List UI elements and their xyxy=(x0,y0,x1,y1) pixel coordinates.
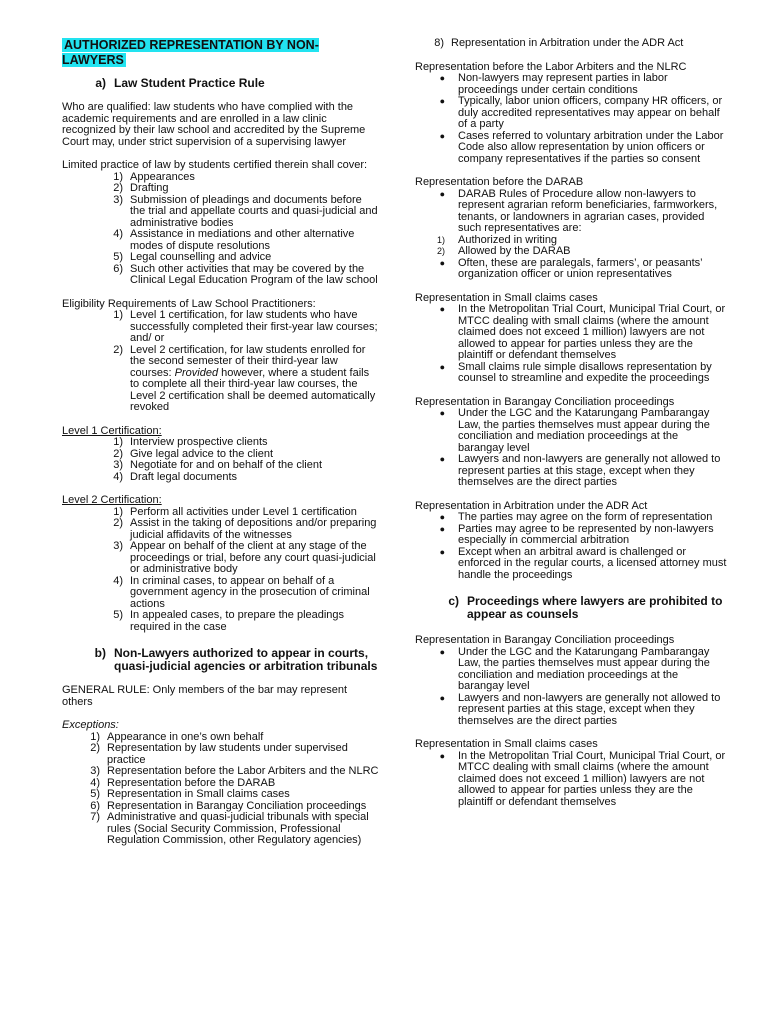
limited-practice-section xyxy=(62,160,380,287)
bullet-item xyxy=(415,189,727,235)
list-item xyxy=(62,541,380,576)
bullet-text: The parties may agree on the form of representation xyxy=(458,511,713,523)
darab-section xyxy=(415,177,727,281)
item-text-post: however, where a student fails to complete all their third-year law courses, the Level 2 certification shall be deemed automatically revoked xyxy=(130,366,376,413)
bullet-icon: ● xyxy=(439,512,445,522)
limited-practice-intro: Limited practice of law by students certified therein shall cover: xyxy=(62,159,368,171)
level2-heading: Level 2 Certification: xyxy=(62,494,162,506)
section-a-title: Law Student Practice Rule xyxy=(114,76,265,90)
bullet-text: In the Metropolitan Trial Court, Municipal Trial Court, or MTCC dealing with small claims (where the amount claimed does not exceed 1 million) lawyers are not allowed to appear for parties unless they are the plaintiff or defendant themselves xyxy=(458,749,726,808)
list-item xyxy=(62,252,380,264)
labor-section xyxy=(415,62,727,166)
list-item xyxy=(62,460,380,472)
who-qualified-paragraph: Who are qualified: law students who have complied with the academic requirements and are enrolled in a law clinic recognized by their law school and accredited by the Supreme Court may, under strict supervision of a supervising lawyer xyxy=(62,101,366,148)
item-text: Representation by law students under supervised practice xyxy=(107,742,348,766)
list-item xyxy=(62,812,380,847)
bullet-icon: ● xyxy=(439,408,445,418)
bullet-icon: ● xyxy=(439,188,445,199)
bullet-item xyxy=(415,524,727,547)
bullet-icon: ● xyxy=(439,546,445,557)
general-rule-paragraph: GENERAL RULE: Only members of the bar may represent others xyxy=(62,684,348,708)
bullet-item xyxy=(415,751,727,809)
bullet-text: In the Metropolitan Trial Court, Municipal Trial Court, or MTCC dealing with small claims (where the amount claimed does not exceed 1 million) lawyers are not allowed to appear for parties unless they are the plaintiff or defendant themselves xyxy=(458,303,726,361)
bullet-icon: ● xyxy=(439,750,445,761)
item-text: Administrative and quasi-judicial tribunals with special rules (Social Security Commission, Professional Regulation Commission, other Regulatory agencies) xyxy=(107,811,369,846)
item-number: 3) xyxy=(113,193,123,206)
item-text: Assistance in mediations and other alternative modes of dispute resolutions xyxy=(130,228,355,252)
eligibility-list xyxy=(62,310,380,414)
item-number: 4) xyxy=(113,574,123,587)
item-number: 3) xyxy=(90,765,100,777)
item-text: Level 1 certification, for law students who have successfully completed their first-year law courses; and/ or xyxy=(130,309,378,344)
bullet-item xyxy=(415,408,727,454)
bullet-text: Parties may agree to be represented by non-lawyers especially in commercial arbitration xyxy=(458,522,714,546)
item-text: Representation in Small claims cases xyxy=(107,788,290,800)
limited-practice-list xyxy=(62,172,380,287)
level1-section xyxy=(62,426,380,484)
bullet-text: Often, these are paralegals, farmers’, or peasants’ organization officer or union representatives xyxy=(458,256,703,280)
item-number: 4) xyxy=(113,470,123,483)
list-item xyxy=(62,789,380,801)
c-small-claims-heading: Representation in Small claims cases xyxy=(415,738,598,750)
item-number: 1) xyxy=(113,170,123,183)
bullet-text: Under the LGC and the Katarungang Pambarangay Law, the parties themselves must appear during the conciliation and mediation proceedings at the barangay level xyxy=(458,645,710,692)
adr-heading: Representation in Arbitration under the ADR Act xyxy=(415,499,648,512)
item-number: 1) xyxy=(113,505,123,518)
section-a-heading xyxy=(62,77,380,90)
bullet-text: Except when an arbitral award is challenged or enforced in the regular courts, a licensed attorney must handle the proceedings xyxy=(458,545,727,581)
list-item xyxy=(415,246,727,258)
item-text: Draft legal documents xyxy=(130,470,237,483)
bullet-text: Non-lawyers may represent parties in labor proceedings under certain conditions xyxy=(458,72,668,96)
darab-heading: Representation before the DARAB xyxy=(415,176,584,188)
item-number: 5) xyxy=(90,788,100,800)
bullet-text: Lawyers and non-lawyers are generally not allowed to represent parties at this stage, except when they themselves are the direct parties xyxy=(458,691,721,727)
bullet-icon: ● xyxy=(439,304,445,314)
item-text: Appearance in one’s own behalf xyxy=(107,730,264,743)
adr-bullets xyxy=(415,512,727,581)
item-text: Appear on behalf of the client at any stage of the proceedings or trial, before any court quasi-judicial or administrative body xyxy=(130,540,376,575)
item-text: In appealed cases, to prepare the pleadings required in the case xyxy=(130,609,345,633)
bullet-icon: ● xyxy=(439,96,445,106)
bullet-text: DARAB Rules of Procedure allow non-lawyers to represent agrarian reform beneficiaries, farmworkers, tenants, or landowners in agrarian cases, provided such representatives are: xyxy=(458,187,718,234)
item-text: Legal counselling and advice xyxy=(130,251,272,263)
bullet-icon: ● xyxy=(439,130,445,141)
level1-list xyxy=(62,437,380,483)
c-barangay-bullets xyxy=(415,647,727,728)
title-block xyxy=(62,38,380,67)
list-item xyxy=(62,610,380,633)
item-number: 6) xyxy=(113,262,123,275)
bullet-icon: ● xyxy=(439,692,445,703)
list-item xyxy=(62,576,380,611)
item-text: Representation before the DARAB xyxy=(107,776,276,789)
item-number: 3) xyxy=(113,459,123,471)
bullet-item xyxy=(415,647,727,693)
c-small-claims-bullets xyxy=(415,751,727,809)
list-item xyxy=(62,172,380,184)
item-number: 7) xyxy=(90,811,100,823)
c-barangay-heading: Representation in Barangay Conciliation proceedings xyxy=(415,634,675,646)
bullet-text: Typically, labor union officers, company HR officers, or duly accredited representatives may appear on behalf of a party xyxy=(458,95,723,130)
bullet-icon: ● xyxy=(439,257,445,268)
barangay-section xyxy=(415,397,727,489)
item-text: Interview prospective clients xyxy=(130,436,268,448)
list-item xyxy=(62,264,380,287)
eligibility-section xyxy=(62,299,380,414)
list-item xyxy=(62,437,380,449)
item-number: 2) xyxy=(113,447,123,460)
adr-section xyxy=(415,501,727,582)
item-text xyxy=(130,345,380,414)
item-text: Representation in Barangay Conciliation proceedings xyxy=(107,799,367,812)
item-text: Such other activities that may be covered by the Clinical Legal Education Program of the law school xyxy=(130,262,378,286)
level1-heading: Level 1 Certification: xyxy=(62,424,162,437)
bullet-item xyxy=(415,258,727,281)
level2-list xyxy=(62,507,380,634)
labor-bullets xyxy=(415,73,727,165)
bullet-item xyxy=(415,454,727,489)
section-c-label: c) xyxy=(448,594,459,608)
list-item xyxy=(62,183,380,195)
small-claims-heading: Representation in Small claims cases xyxy=(415,291,598,304)
item-text: Give legal advice to the client xyxy=(130,447,274,460)
item-number: 1) xyxy=(436,234,445,245)
item-number: 8) xyxy=(434,37,444,49)
c-barangay-section xyxy=(415,635,727,727)
item-text-emphasis: Provided xyxy=(174,366,219,379)
item-number: 2) xyxy=(113,517,123,529)
item-number: 2) xyxy=(113,182,123,194)
section-b-label: b) xyxy=(94,646,106,660)
item-number: 2) xyxy=(90,742,100,754)
bullet-item xyxy=(415,693,727,728)
exceptions-section xyxy=(62,720,380,847)
item-number: 1) xyxy=(113,436,123,448)
bullet-icon: ● xyxy=(439,646,445,657)
item-text: Perform all activities under Level 1 certification xyxy=(130,505,357,518)
section-b-title: Non-Lawyers authorized to appear in courts, quasi-judicial agencies or arbitration tribunals xyxy=(114,646,378,673)
bullet-item xyxy=(415,512,727,524)
item-text: Allowed by the DARAB xyxy=(458,245,571,257)
item-text: Assist in the taking of depositions and/or preparing judicial affidavits of the witnesses xyxy=(130,517,377,541)
left-column xyxy=(62,38,380,859)
bullet-item xyxy=(415,547,727,582)
item-number: 2) xyxy=(113,343,123,356)
list-item xyxy=(62,345,380,414)
list-item xyxy=(62,472,380,484)
exceptions-list xyxy=(62,732,380,847)
item-number: 1) xyxy=(113,309,123,321)
section-c-title: Proceedings where lawyers are prohibited to appear as counsels xyxy=(467,594,723,621)
labor-heading: Representation before the Labor Arbiters and the NLRC xyxy=(415,60,687,73)
bullet-item xyxy=(415,362,727,385)
list-item xyxy=(62,310,380,345)
bullet-icon: ● xyxy=(439,73,445,83)
item-text: Drafting xyxy=(130,182,169,194)
bullet-icon: ● xyxy=(439,454,445,464)
section-c-heading xyxy=(415,595,727,621)
item-number: 5) xyxy=(113,609,123,621)
bullet-icon: ● xyxy=(439,523,445,534)
list-item xyxy=(62,743,380,766)
item-text: In criminal cases, to appear on behalf of a government agency in the prosecution of criminal actions xyxy=(130,574,370,610)
darab-bullets xyxy=(415,189,727,281)
item-number: 3) xyxy=(113,540,123,552)
item-number: 4) xyxy=(90,776,100,789)
bullet-item xyxy=(415,96,727,131)
list-item xyxy=(62,195,380,230)
small-claims-bullets xyxy=(415,304,727,385)
list-item xyxy=(62,518,380,541)
bullet-item xyxy=(415,304,727,362)
bullet-text: Lawyers and non-lawyers are generally not allowed to represent parties at this stage, except when they themselves are the direct parties xyxy=(458,453,721,488)
bullet-text: Under the LGC and the Katarungang Pambarangay Law, the parties themselves must appear during the conciliation and mediation proceedings at the barangay level xyxy=(458,407,710,454)
barangay-heading: Representation in Barangay Conciliation proceedings xyxy=(415,395,675,408)
exceptions-list-continued xyxy=(415,38,727,50)
barangay-bullets xyxy=(415,408,727,489)
bullet-icon: ● xyxy=(439,361,445,372)
item-text: Representation in Arbitration under the ADR Act xyxy=(451,37,684,49)
item-number: 6) xyxy=(90,799,100,812)
item-text: Authorized in writing xyxy=(458,233,558,246)
item-number: 1) xyxy=(90,730,100,743)
document-title: AUTHORIZED REPRESENTATION BY NON-LAWYERS xyxy=(62,38,319,67)
bullet-item xyxy=(415,131,727,166)
bullet-text: Small claims rule simple disallows representation by counsel to streamline and expedite the proceedings xyxy=(458,360,712,384)
level2-section xyxy=(62,495,380,633)
list-item xyxy=(415,38,727,50)
item-text: Submission of pleadings and documents before the trial and appellate courts and quasi-judicial and administrative bodies xyxy=(130,193,378,229)
item-text: Appearances xyxy=(130,170,195,183)
section-a-label: a) xyxy=(95,76,106,90)
item-text: Representation before the Labor Arbiters and the NLRC xyxy=(107,765,379,777)
item-text-pre: Level 2 certification, for law students enrolled for the second semester of their third-year law courses: xyxy=(130,343,366,379)
eligibility-intro: Eligibility Requirements of Law School Practitioners: xyxy=(62,297,316,310)
bullet-text: Cases referred to voluntary arbitration under the Labor Code also allow representation by union officers or company representatives if the parties so consent xyxy=(458,129,724,165)
item-text: Negotiate for and on behalf of the client xyxy=(130,459,323,471)
item-number: 2) xyxy=(436,246,445,256)
bullet-item xyxy=(415,73,727,96)
c-small-claims-section xyxy=(415,739,727,808)
list-item xyxy=(62,229,380,252)
right-column xyxy=(415,38,727,820)
item-number: 4) xyxy=(113,228,123,240)
section-b-heading xyxy=(62,647,380,673)
list-item xyxy=(62,766,380,778)
item-number: 5) xyxy=(113,251,123,263)
exceptions-heading: Exceptions: xyxy=(62,719,119,731)
small-claims-section xyxy=(415,293,727,385)
darab-sub-list xyxy=(415,235,727,258)
